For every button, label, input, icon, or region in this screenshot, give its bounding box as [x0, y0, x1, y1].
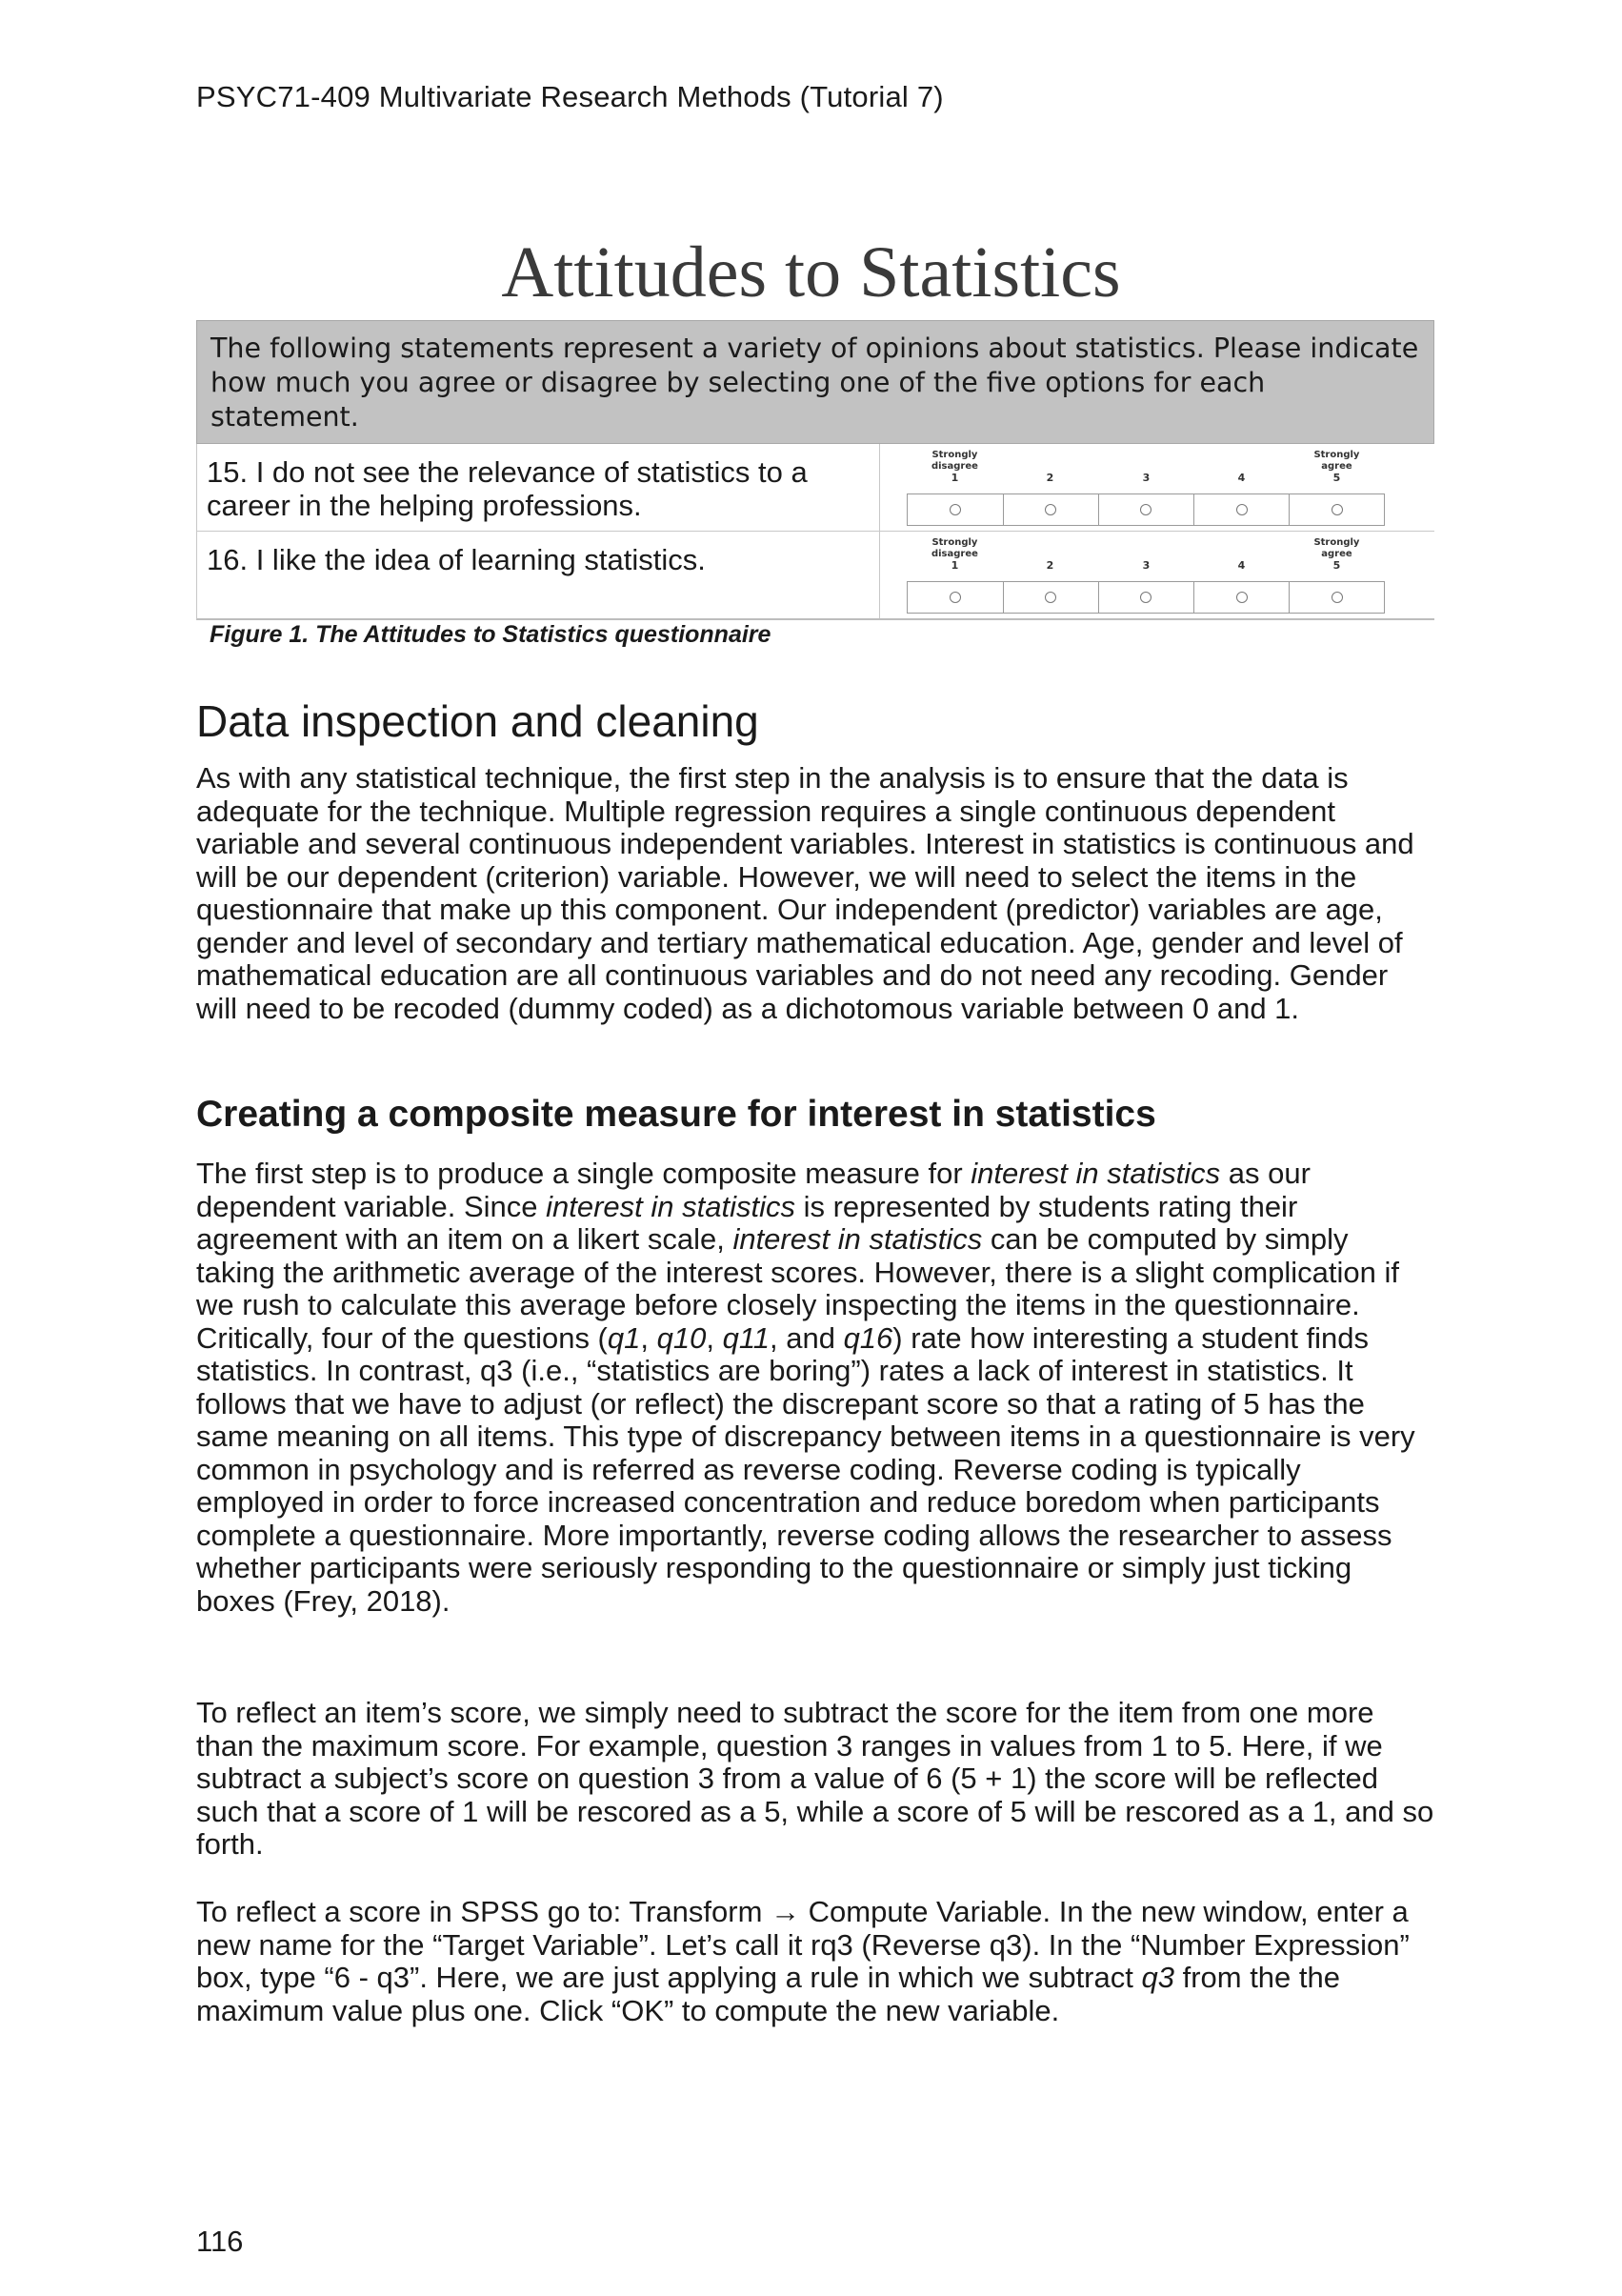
- scale-number: 5: [1332, 472, 1341, 484]
- scale-anchor-text: Strongly: [931, 537, 978, 548]
- scale-anchor-text: agree: [1321, 549, 1352, 559]
- paragraph-reflect-score: To reflect an item’s score, we simply need to subtract the score for the item from one more than the maximum score. For example, question 3 ranges in values from 1 to 5. Here, if we subtract a subject’s score on question 3 from a value of 6 (5 + 1) the score will be reflected such that a score of 1 will be rescored as a 5, while a score of 5 will be rescored as a 1, and so forth.: [196, 1696, 1434, 1861]
- scale-number: 2: [1046, 472, 1054, 484]
- scale-anchor-text: agree: [1321, 461, 1352, 472]
- radio-cell: [908, 494, 1003, 525]
- questionnaire-figure: [196, 320, 1434, 620]
- radio-cell: [1290, 582, 1384, 613]
- radio-cell: [908, 582, 1003, 613]
- scale-labels: [907, 537, 1385, 575]
- scale-point-label: [1193, 450, 1289, 484]
- scale-anchor-text: Strongly: [1313, 450, 1360, 460]
- text-run: can be computed by simply taking the arithmetic average of the interest scores. However, there is a slight complication if we rush to calculate this average before closely inspecting the items in the questionnaire. Critically, four of the questions (: [196, 1222, 1399, 1355]
- scale-anchor-text: Strongly: [931, 450, 978, 460]
- paragraph-spss-instructions: [196, 1896, 1434, 2027]
- radio-button[interactable]: [1332, 504, 1343, 515]
- scale-point-label: [1289, 450, 1384, 484]
- text-run: from the the maximum value plus one. Click “OK” to compute the new variable.: [196, 1961, 1340, 2027]
- scale-number: 1: [951, 559, 959, 572]
- scale-point-label: [1002, 450, 1097, 484]
- italic-term: interest in statistics: [732, 1222, 983, 1256]
- scale-number: 4: [1237, 559, 1246, 572]
- text-run: is represented by students rating their agreement with an item on a likert scale,: [196, 1189, 1298, 1256]
- radio-button[interactable]: [1140, 504, 1151, 515]
- scale-point-label: [1193, 537, 1289, 572]
- radio-button[interactable]: [1045, 592, 1056, 603]
- italic-term: q10: [656, 1320, 707, 1355]
- scale-point-label: [1098, 537, 1193, 572]
- scale-number: 3: [1142, 472, 1151, 484]
- radio-button[interactable]: [1236, 504, 1248, 515]
- italic-term: q16: [843, 1320, 893, 1355]
- scale-number: 1: [951, 472, 959, 484]
- italic-term: q11: [722, 1320, 770, 1355]
- scale-point-label: [1002, 537, 1097, 572]
- radio-cell: [1194, 494, 1290, 525]
- scale-number: 3: [1142, 559, 1151, 572]
- scale-number: 5: [1332, 559, 1341, 572]
- likert-scale: [880, 532, 1434, 618]
- scale-point-label: [1289, 537, 1384, 572]
- scale-point-label: [907, 537, 1002, 572]
- scale-labels: [907, 450, 1385, 488]
- italic-term: q3: [1141, 1961, 1174, 1994]
- paragraph-composite-measure: [196, 1158, 1434, 1618]
- radio-button[interactable]: [1045, 504, 1056, 515]
- radio-button[interactable]: [1236, 592, 1248, 603]
- radio-cell: [1099, 494, 1194, 525]
- section-heading-composite-measure: Creating a composite measure for interest in statistics: [196, 1094, 1156, 1135]
- scale-anchor-text: Strongly: [1313, 537, 1360, 548]
- radio-cell: [1099, 582, 1194, 613]
- radio-button[interactable]: [1332, 592, 1343, 603]
- radio-button[interactable]: [950, 504, 961, 515]
- section-heading-data-inspection: Data inspection and cleaning: [196, 696, 759, 746]
- radio-group: [907, 581, 1385, 614]
- questionnaire-item-text: 15. I do not see the relevance of statistics to a career in the helping professions.: [197, 444, 880, 531]
- scale-anchor-text: disagree: [931, 461, 978, 472]
- questionnaire-title: Attitudes to Statistics: [501, 232, 1121, 312]
- radio-button[interactable]: [950, 592, 961, 603]
- questionnaire-item: [196, 444, 1434, 532]
- likert-scale: [880, 444, 1434, 531]
- text-run: , and: [770, 1320, 844, 1355]
- scale-point-label: [1098, 450, 1193, 484]
- scale-anchor-text: disagree: [931, 549, 978, 559]
- radio-cell: [1194, 582, 1290, 613]
- page-number: 116: [196, 2225, 244, 2258]
- italic-term: interest in statistics: [971, 1157, 1221, 1190]
- italic-term: interest in statistics: [546, 1189, 795, 1223]
- italic-term: q1: [607, 1320, 641, 1355]
- paragraph-data-inspection: As with any statistical technique, the first step in the analysis is to ensure that the data is adequate for the technique. Multiple regression requires a single continuous dependent variable and several continuous independent variables. Interest in statistics is continuous and will be our dependent (criterion) variable. However, we will need to select the items in the questionnaire that make up this component. Our independent (predictor) variables are age, gender and level of secondary and tertiary mathematical education. Age, gender and level of mathematical education are all continuous variables and do not need any recoding. Gender will need to be recoded (dummy coded) as a dichotomous variable between 0 and 1.: [196, 761, 1414, 1025]
- text-run: ,: [706, 1320, 723, 1355]
- radio-cell: [1290, 494, 1384, 525]
- radio-group: [907, 493, 1385, 526]
- text-run: ,: [640, 1320, 657, 1355]
- scale-number: 4: [1237, 472, 1246, 484]
- page-header: PSYC71-409 Multivariate Research Methods (Tutorial 7): [196, 80, 944, 113]
- figure-caption: Figure 1. The Attitudes to Statistics questionnaire: [210, 621, 771, 648]
- text-run: To reflect a score in SPSS go to: Transform → Compute Variable. In the new window, enter a new name for the “Target Variable”. Let’s call it rq3 (Reverse q3). In the “Number Expression” box, type “6 - q3”. Here, we are just applying a rule in which we subtract: [196, 1895, 1410, 1994]
- questionnaire-item-text: 16. I like the idea of learning statistics.: [197, 532, 880, 618]
- questionnaire-items: [196, 444, 1434, 620]
- radio-button[interactable]: [1140, 592, 1151, 603]
- scale-point-label: [907, 450, 1002, 484]
- questionnaire-item: [196, 532, 1434, 620]
- scale-number: 2: [1046, 559, 1054, 572]
- text-run: as our dependent variable. Since: [196, 1157, 1311, 1223]
- radio-cell: [1004, 582, 1099, 613]
- text-run: The first step is to produce a single composite measure for: [196, 1157, 971, 1190]
- questionnaire-instructions: The following statements represent a variety of opinions about statistics. Please indicate how much you agree or disagree by selecting one of the five options for each statement.: [196, 320, 1434, 444]
- radio-cell: [1004, 494, 1099, 525]
- text-run: ) rate how interesting a student finds statistics. In contrast, q3 (i.e., “statistics are boring”) rates a lack of interest in statistics. It follows that we have to adjust (or reflect) the discrepant score so that a rating of 5 has the same meaning on all items. This type of discrepancy between items in a questionnaire is very common in psychology and is referred as reverse coding. Reverse coding is typically employed in order to force increased concentration and reduce boredom when participants complete a questionnaire. More importantly, reverse coding allows the researcher to assess whether participants were seriously responding to the questionnaire or simply just ticking boxes (Frey, 2018).: [196, 1320, 1415, 1618]
